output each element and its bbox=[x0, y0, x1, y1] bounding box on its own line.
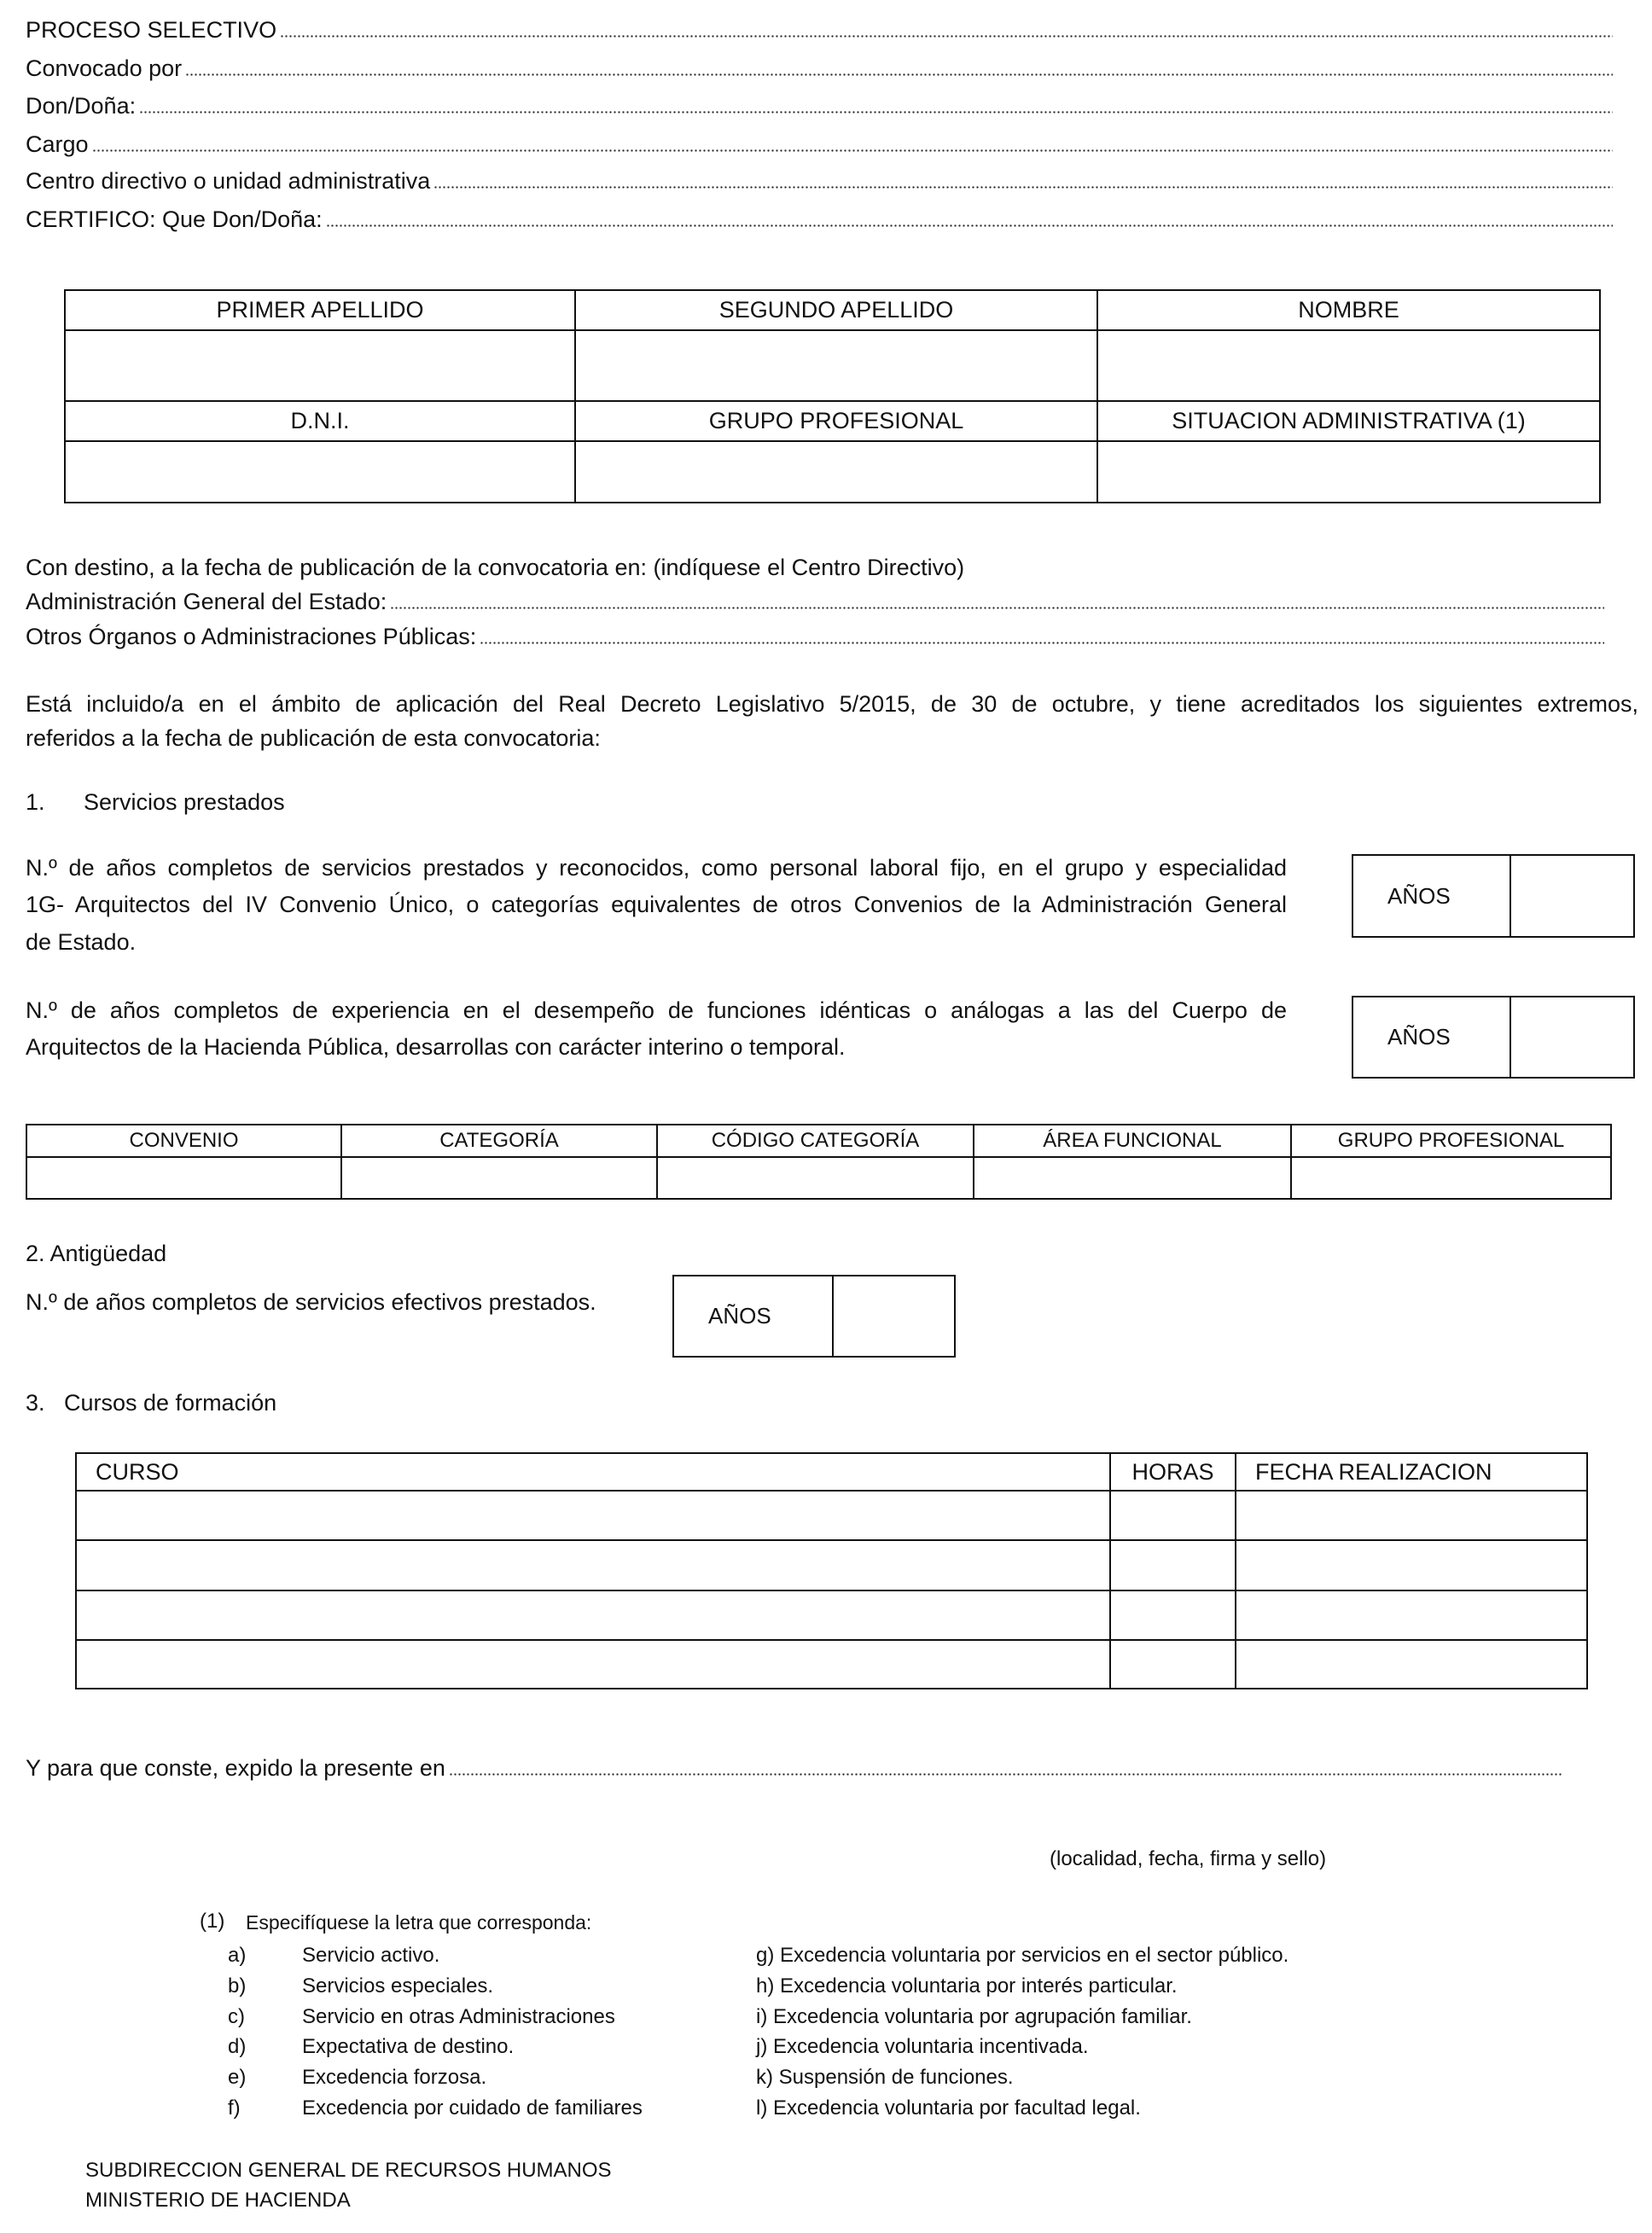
footnote-item: Excedencia por cuidado de familiares bbox=[302, 2096, 643, 2120]
section-2-text: N.º de años completos de servicios efectivos prestados. bbox=[26, 1289, 596, 1315]
footnote-letter: f) bbox=[228, 2096, 241, 2120]
field-expido-en[interactable] bbox=[26, 1755, 1562, 1786]
footnote-item: j) Excedencia voluntaria incentivada. bbox=[756, 2035, 1089, 2059]
years-input-servicios[interactable] bbox=[1511, 856, 1633, 936]
field-label: PROCESO SELECTIVO bbox=[26, 17, 277, 43]
field-label: Cargo bbox=[26, 131, 89, 157]
field-label: Centro directivo o unidad administrativa bbox=[26, 168, 431, 194]
dotted-leader bbox=[449, 1773, 1562, 1776]
section-1-para2-line2: Arquitectos de la Hacienda Pública, desarrollas con carácter interino o temporal. bbox=[26, 1034, 846, 1060]
header-curso: CURSO bbox=[76, 1453, 1110, 1491]
field-cargo[interactable] bbox=[26, 131, 1613, 162]
field-certifico[interactable] bbox=[26, 206, 1613, 237]
footnote-item: h) Excedencia voluntaria por interés particular. bbox=[756, 1974, 1178, 1997]
input-horas[interactable] bbox=[1110, 1590, 1236, 1640]
field-proceso-selectivo[interactable] bbox=[26, 17, 1613, 48]
field-label: Otros Órganos o Administraciones Públicas: bbox=[26, 624, 477, 649]
input-nombre[interactable] bbox=[1097, 330, 1600, 401]
signature-note: (localidad, fecha, firma y sello) bbox=[1050, 1847, 1327, 1870]
years-box-experiencia bbox=[1352, 996, 1635, 1079]
years-box-antiguedad bbox=[672, 1275, 956, 1358]
section-2-title: 2. Antigüedad bbox=[26, 1241, 167, 1266]
years-label: AÑOS bbox=[674, 1276, 834, 1356]
section-1-para1-line1: N.º de años completos de servicios prestados y reconocidos, como personal laboral fijo, en el grupo y especialidad bbox=[26, 855, 1287, 881]
field-label: Don/Doña: bbox=[26, 93, 137, 119]
convenio-table bbox=[26, 1124, 1612, 1200]
field-label: CERTIFICO: Que Don/Doña: bbox=[26, 206, 323, 232]
header-horas: HORAS bbox=[1110, 1453, 1236, 1491]
field-convocado-por[interactable] bbox=[26, 55, 1613, 86]
years-box-servicios bbox=[1352, 854, 1635, 938]
footnote-item: Excedencia forzosa. bbox=[302, 2066, 487, 2090]
field-age[interactable] bbox=[26, 589, 1604, 619]
footnote-letter: e) bbox=[228, 2066, 247, 2090]
input-fecha[interactable] bbox=[1236, 1590, 1587, 1640]
input-dni[interactable] bbox=[65, 441, 575, 503]
section-3-title: Cursos de formación bbox=[64, 1390, 277, 1416]
input-curso[interactable] bbox=[76, 1590, 1110, 1640]
section-1-title: Servicios prestados bbox=[84, 789, 285, 815]
input-situacion-administrativa[interactable] bbox=[1097, 441, 1600, 503]
footnote-item: l) Excedencia voluntaria por facultad legal. bbox=[756, 2096, 1141, 2120]
footnote-item: Servicios especiales. bbox=[302, 1974, 494, 1997]
footnote-letter: b) bbox=[228, 1974, 247, 1997]
input-curso[interactable] bbox=[76, 1540, 1110, 1590]
destino-intro: Con destino, a la fecha de publicación de la convocatoria en: (indíquese el Centro Directivo) bbox=[26, 555, 965, 580]
years-input-experiencia[interactable] bbox=[1511, 997, 1633, 1077]
years-label: AÑOS bbox=[1353, 997, 1511, 1077]
field-label: Convocado por bbox=[26, 55, 183, 81]
footnote-marker: (1) bbox=[200, 1910, 225, 1933]
dotted-leader bbox=[280, 35, 1613, 38]
header-dni: D.N.I. bbox=[65, 401, 575, 441]
header-convenio: CONVENIO bbox=[26, 1125, 341, 1157]
section-1-number: 1. bbox=[26, 789, 45, 815]
cursos-table bbox=[75, 1452, 1588, 1689]
header-grupo-profesional: GRUPO PROFESIONAL bbox=[575, 401, 1097, 441]
footnote-letter: c) bbox=[228, 2004, 245, 2028]
input-area-funcional[interactable] bbox=[974, 1157, 1291, 1199]
input-horas[interactable] bbox=[1110, 1540, 1236, 1590]
header-grupo-profesional: GRUPO PROFESIONAL bbox=[1291, 1125, 1611, 1157]
incluido-line-1: Está incluido/a en el ámbito de aplicación del Real Decreto Legislativo 5/2015, de 30 de octubre, y tiene acreditados los siguientes extremos, bbox=[26, 691, 1638, 717]
input-categoria[interactable] bbox=[341, 1157, 657, 1199]
header-fecha-realizacion: FECHA REALIZACION bbox=[1236, 1453, 1587, 1491]
input-fecha[interactable] bbox=[1236, 1640, 1587, 1689]
header-situacion-administrativa: SITUACION ADMINISTRATIVA (1) bbox=[1097, 401, 1600, 441]
header-codigo-categoria: CÓDIGO CATEGORÍA bbox=[657, 1125, 974, 1157]
years-label: AÑOS bbox=[1353, 856, 1511, 936]
section-1-para1-line3: de Estado. bbox=[26, 929, 137, 955]
footnote-item: Servicio activo. bbox=[302, 1944, 440, 1967]
header-segundo-apellido: SEGUNDO APELLIDO bbox=[575, 290, 1097, 330]
field-don-dona[interactable] bbox=[26, 93, 1613, 124]
footnote-letter: d) bbox=[228, 2035, 247, 2059]
footer-line-2: MINISTERIO DE HACIENDA bbox=[85, 2189, 351, 2212]
field-centro-directivo[interactable] bbox=[26, 168, 1613, 199]
input-horas[interactable] bbox=[1110, 1491, 1236, 1540]
footnote-item: i) Excedencia voluntaria por agrupación familiar. bbox=[756, 2004, 1192, 2028]
dotted-leader bbox=[480, 642, 1604, 644]
field-label: Administración General del Estado: bbox=[26, 589, 387, 614]
dotted-leader bbox=[185, 73, 1613, 76]
footnote-item: k) Suspensión de funciones. bbox=[756, 2066, 1014, 2090]
section-1-para1-line2: 1G- Arquitectos del IV Convenio Único, o categorías equivalentes de otros Convenios de la Administración General bbox=[26, 892, 1287, 917]
input-convenio[interactable] bbox=[26, 1157, 341, 1199]
input-curso[interactable] bbox=[76, 1491, 1110, 1540]
input-fecha[interactable] bbox=[1236, 1491, 1587, 1540]
input-curso[interactable] bbox=[76, 1640, 1110, 1689]
input-grupo-profesional[interactable] bbox=[1291, 1157, 1611, 1199]
dotted-leader bbox=[139, 111, 1613, 113]
input-segundo-apellido[interactable] bbox=[575, 330, 1097, 401]
footnote-title: Especifíquese la letra que corresponda: bbox=[246, 1911, 592, 1934]
footnote-item: g) Excedencia voluntaria por servicios en el sector público. bbox=[756, 1944, 1289, 1967]
incluido-line-2: referidos a la fecha de publicación de esta convocatoria: bbox=[26, 725, 601, 751]
years-input-antiguedad[interactable] bbox=[834, 1276, 954, 1356]
dotted-leader bbox=[326, 224, 1613, 227]
input-codigo-categoria[interactable] bbox=[657, 1157, 974, 1199]
section-3-number: 3. bbox=[26, 1390, 45, 1416]
footnote-item: Servicio en otras Administraciones bbox=[302, 2004, 615, 2028]
header-primer-apellido: PRIMER APELLIDO bbox=[65, 290, 575, 330]
dotted-leader bbox=[433, 186, 1613, 189]
dotted-leader bbox=[92, 149, 1613, 152]
header-area-funcional: ÁREA FUNCIONAL bbox=[974, 1125, 1291, 1157]
footnote-letter: a) bbox=[228, 1944, 247, 1967]
header-categoria: CATEGORÍA bbox=[341, 1125, 657, 1157]
dotted-leader bbox=[390, 607, 1604, 609]
input-horas[interactable] bbox=[1110, 1640, 1236, 1689]
personal-data-table bbox=[64, 289, 1601, 503]
input-primer-apellido[interactable] bbox=[65, 330, 575, 401]
input-fecha[interactable] bbox=[1236, 1540, 1587, 1590]
field-otros-organos[interactable] bbox=[26, 624, 1604, 654]
footnote-item: Expectativa de destino. bbox=[302, 2035, 515, 2059]
field-label: Y para que conste, expido la presente en bbox=[26, 1755, 445, 1781]
input-grupo-profesional[interactable] bbox=[575, 441, 1097, 503]
header-nombre: NOMBRE bbox=[1097, 290, 1600, 330]
section-1-para2-line1: N.º de años completos de experiencia en el desempeño de funciones idénticas o análogas a las del Cuerpo de bbox=[26, 997, 1287, 1023]
footer-line-1: SUBDIRECCION GENERAL DE RECURSOS HUMANOS bbox=[85, 2159, 612, 2182]
